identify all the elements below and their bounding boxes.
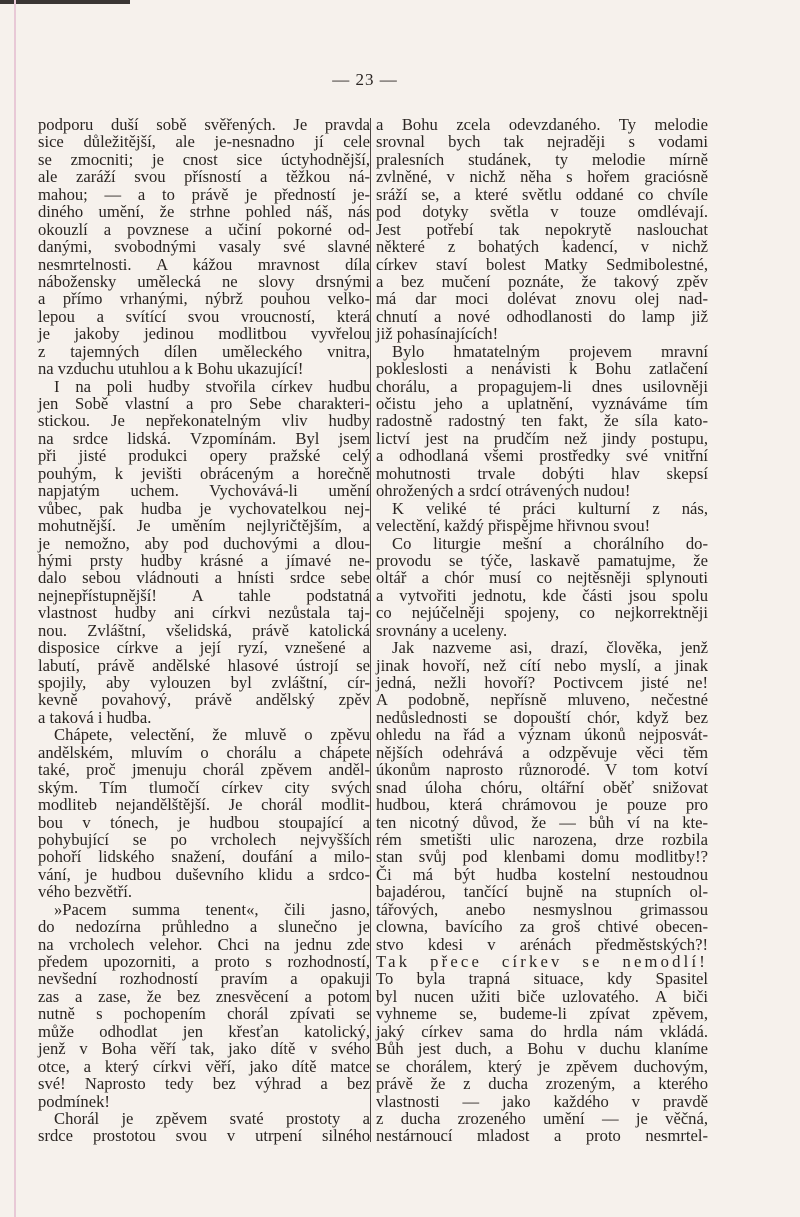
- text-line: na vzduchu utuhlou a k Bohu ukazující!: [38, 359, 304, 379]
- text-line: Tak přece církev se nemodlí!: [376, 952, 708, 971]
- text-line: srdce prostotou svou v utrpení silného: [38, 1126, 370, 1146]
- text-line: jedná, nežli hovoří? Poctivcem jisté ne!: [376, 673, 708, 692]
- text-line: srovnány a uceleny.: [376, 620, 508, 640]
- text-line: již pohasínajících!: [376, 324, 499, 344]
- text-line: předem upozorniti, a proto s rozhodností,: [38, 952, 370, 971]
- text-line: I na poli hudby stvořila církev hudbu: [54, 376, 370, 396]
- text-line: stickou. Je nepřekonatelným vliv hudby: [38, 411, 370, 431]
- text-line: tářových, anebo nesmyslnou grimassou: [376, 899, 708, 919]
- text-line: disposice církve a její ryzí, vznešené a: [38, 638, 370, 658]
- column-divider: [370, 118, 371, 1142]
- text-line: okouzlí a povznese a učiní pokorné od-: [38, 219, 370, 239]
- text-line: a vytvořiti jednotu, kde části jsou spolu: [376, 585, 708, 605]
- text-line: Jest potřebí tak nepokrytě naslouchat: [376, 219, 708, 239]
- text-line: sice důležitější, ale je-nesnadno jí cele: [38, 132, 370, 152]
- text-line: napjatým uchem. Vychovává-li umění: [38, 481, 370, 501]
- paragraph: [38, 116, 370, 378]
- text-line: vání, je hudbou duševního klidu a srdco-: [38, 864, 370, 884]
- text-line: hými prsty hudby krásné a jímavé ne-: [38, 550, 370, 570]
- text-line: velectění, každý přispějme hřivnou svou!: [376, 516, 651, 536]
- text-line: pralesních studánek, ty melodie mírně: [376, 149, 708, 169]
- text-line: vůbec, pak hudba je vychovatelkou nej-: [38, 498, 370, 518]
- text-line: provodu se týče, laskavě pamatujme, že: [376, 550, 708, 570]
- text-line: rém smetišti ulic narozena, drze rozbila: [376, 829, 708, 849]
- text-line: může odhodlat jen křesťan katolický,: [38, 1021, 370, 1041]
- text-line: z tajemných dílen uměleckého vnitra,: [38, 341, 370, 361]
- text-line: clowna, bavícího za groš chtivé obecen-: [376, 917, 708, 937]
- text-line: chnutí a nové odhodlanosti do lamp již: [376, 306, 708, 326]
- text-line: zvlněné, v nichž něha s hořem graciósně: [376, 167, 708, 187]
- text-line: se zmocniti; je cnost sice úctyhodnější,: [38, 149, 370, 169]
- text-line: na srdce lidská. Vzpomínám. Byl jsem: [38, 428, 370, 448]
- text-line: stvo kdesi v arénách předměstských?!: [376, 934, 708, 954]
- text-line: na vrcholech velehor. Chci na jednu zde: [38, 934, 370, 954]
- text-line: a přímo vrhanými, nýbrž pouhou velko-: [38, 289, 370, 309]
- paragraph: [38, 378, 370, 727]
- right-column: [376, 116, 708, 1145]
- text-line: církev staví bolest Matky Sedmibolestné,: [376, 254, 708, 274]
- text-line: a odhodlaná všemi prostředky své vnitřní: [376, 446, 708, 466]
- text-line: nejnepřístupnější! A tahle podstatná: [38, 585, 370, 605]
- text-line: spojily, aby vylouzen byl zvláštní, cír-: [38, 673, 370, 692]
- text-line: diného umění, že strhne pohled náš, nás: [38, 202, 370, 222]
- text-line: vyhneme se, budeme-li zpívat zpěvem,: [376, 1004, 708, 1024]
- text-line: ským. Tím tlumočí církev city svých: [38, 777, 370, 797]
- text-line: radostně radostný ten fakt, že síla kato-: [376, 411, 708, 431]
- text-line: srovnal bych tak nejraději s vodami: [376, 132, 708, 152]
- text-line: úkonům naprosto různorodé. V tom kotví: [376, 760, 708, 780]
- paragraph: [376, 343, 708, 500]
- text-line: jaký církev sama do hrdla nám vkládá.: [376, 1021, 708, 1041]
- text-line: Či má být hudba kostelní nestoudnou: [376, 864, 708, 884]
- text-line: pohybující se po vrcholech nejvyšších: [38, 829, 370, 849]
- text-line: bou v tónech, je hudbou stoupající a: [38, 812, 370, 832]
- text-line: stan svůj pod klenbami domu modlitby!?: [376, 847, 708, 867]
- text-line: pod dotyky světla v touze omdlévají.: [376, 202, 708, 222]
- text-line: K veliké té práci kulturní z nás,: [392, 498, 708, 518]
- text-line: kevně povahový, právě andělský zpěv: [38, 690, 370, 710]
- text-line: pokleslosti a nenávisti k Bohu zatlačení: [376, 359, 708, 379]
- text-line: lepou a svítící svou vroucností, která: [38, 306, 370, 326]
- text-line: nevšední rozhodností pravím a opakuji: [38, 969, 370, 989]
- text-line: To byla trapná situace, kdy Spasitel: [376, 969, 708, 989]
- text-line: pohoří lidského snažení, doufání a milo-: [38, 847, 370, 867]
- text-line: své! Naprosto tedy bez výhrad a bez: [38, 1074, 370, 1094]
- scan-edge-strip: [0, 0, 130, 4]
- text-line: snad úloha chóru, oltářní oběť snižovat: [376, 777, 708, 797]
- text-line: vlastnosti — jako každého v pravdě: [376, 1091, 708, 1111]
- page-number: — 23 —: [332, 70, 398, 89]
- text-line: lictví jest na prudčím než jindy postupu,: [376, 428, 708, 448]
- text-line: andělském, mluvím o chorálu a chápete: [38, 742, 370, 762]
- text-line: z ducha zrozeného umění — je věčná,: [376, 1108, 708, 1128]
- text-line: jen Sobě vlastní a pro Sebe charakteri-: [38, 394, 370, 413]
- page-margin-line: [14, 0, 16, 1217]
- text-line: mahou; — a to právě je předností je-: [38, 184, 370, 204]
- text-line: A podobně, nepřísně mluveno, nečestné: [376, 690, 708, 710]
- text-line: oltář a chór musí co nejtěsněji splynouti: [376, 568, 708, 588]
- text-line: právě že z ducha zrozeným, a kterého: [376, 1074, 708, 1094]
- paragraph: [38, 1110, 370, 1145]
- paragraph: [376, 639, 708, 1145]
- text-line: vlastnost hudby ani církvi nezůstala taj-: [38, 603, 370, 623]
- text-line: do nedozírna průhledno a slunečno je: [38, 917, 370, 937]
- text-line: je jakoby jedinou modlitbou vyvřelou: [38, 324, 370, 344]
- text-line: co nejúčelněji spojeny, co nejkorrektněji: [376, 603, 708, 623]
- text-line: ale zaráží svou přísností a těžkou ná-: [38, 167, 370, 187]
- text-line: jinak hovoří, než cítí nebo myslí, a jinak: [376, 655, 708, 675]
- text-line: nedůslednosti se dopouští chór, když bez: [376, 707, 708, 727]
- text-line: nesmrtelnosti. A kážou mravnost díla: [38, 254, 370, 274]
- text-line: nábožensky umělecká ne slovy drsnými: [38, 271, 370, 291]
- text-line: byl nucen užiti biče uzlovatého. A biči: [376, 986, 708, 1006]
- text-line: labutí, právě andělské hlasové ústrojí se: [38, 655, 370, 675]
- text-line: hudbou, která chrámovou je pouze pro: [376, 795, 708, 815]
- text-line: nou. Zvláštní, všelidská, právě katolická: [38, 620, 370, 640]
- text-line: Bylo hmatatelným projevem mravní: [392, 341, 708, 361]
- text-line: nutně s pochopením chorál zpívati se: [38, 1004, 370, 1024]
- text-line: jenž v Boha věří tak, jako dítě v svého: [38, 1039, 370, 1059]
- paragraph: [38, 726, 370, 900]
- paragraph: [38, 901, 370, 1110]
- text-line: pouhým, k jevišti obráceným a horečně: [38, 463, 370, 483]
- text-line: očistu jeho a uplatnění, vyznáváme tím: [376, 394, 708, 413]
- text-line: dalo sebou vládnouti a hnísti srdce sebe: [38, 568, 370, 588]
- text-line: je nemožno, aby pod duchovými a dlou-: [38, 533, 370, 553]
- text-line: »Pacem summa tenent«, čili jasno,: [54, 899, 370, 919]
- text-line: Chorál je zpěvem svaté prostoty a: [54, 1108, 370, 1128]
- text-line: mohutnější. Je uměním nejlyričtějším, a: [38, 516, 370, 536]
- left-column: [38, 116, 370, 1145]
- text-line: nějších odehrává a odzpěvuje věci těm: [376, 742, 708, 762]
- text-line: Chápete, velectění, že mluvě o zpěvu: [54, 725, 370, 745]
- text-line: a Bohu zcela odevzdaného. Ty melodie: [376, 115, 708, 134]
- text-line: zas a zase, že bez znesvěcení a potom: [38, 986, 370, 1006]
- text-line: podmínek!: [38, 1091, 110, 1111]
- text-line: chorálu, a propagujem-li dnes usilovněji: [376, 376, 708, 396]
- text-line: a taková i hudba.: [38, 707, 152, 727]
- text-line: vého bezvětří.: [38, 882, 132, 902]
- text-line: modliteb nejandělštější. Je chorál modlit-: [38, 795, 370, 815]
- paragraph: [376, 535, 708, 640]
- text-line: má dar moci dolévat znovu olej nad-: [376, 289, 708, 309]
- text-line: a bez mučení poznáte, že takový zpěv: [376, 271, 708, 291]
- text-line: Jak nazveme asi, drazí, člověka, jenž: [392, 638, 708, 658]
- text-line: danými, svobodnými vasaly své slavné: [38, 237, 370, 257]
- text-line: bajadérou, tančící bujně na stupních ol-: [376, 882, 708, 902]
- paragraph: [376, 500, 708, 535]
- text-line: podporu duší sobě svěřených. Je pravda: [38, 115, 370, 134]
- text-line: ten nicotný důvod, že — bůh ví na kte-: [376, 812, 708, 832]
- text-line: Bůh jest duch, a Bohu v duchu klaníme: [376, 1039, 708, 1059]
- text-line: také, proč jmenuju chorál zpěvem anděl-: [38, 760, 370, 780]
- text-line: Co liturgie mešní a chorálního do-: [392, 533, 708, 553]
- text-line: sráží se, a které světlu oddané co chvíle: [376, 184, 708, 204]
- text-line: nestárnoucí mladost a proto nesmrtel-: [376, 1126, 708, 1146]
- text-line: při jisté produkci opery pražské celý: [38, 446, 370, 466]
- text-line: se chorálem, který je zpěvem duchovým,: [376, 1056, 708, 1076]
- text-line: otce, a který církvi věří, jako dítě matce: [38, 1056, 370, 1076]
- text-line: mohutnosti trvale dobýti hlav skepsí: [376, 463, 708, 483]
- text-line: ohledu na řád a význam úkonů nejposvát-: [376, 725, 708, 745]
- paragraph: [376, 116, 708, 343]
- text-line: ohrožených a srdcí otrávených nudou!: [376, 481, 631, 501]
- text-line: některé z bohatých kadencí, v nichž: [376, 237, 708, 257]
